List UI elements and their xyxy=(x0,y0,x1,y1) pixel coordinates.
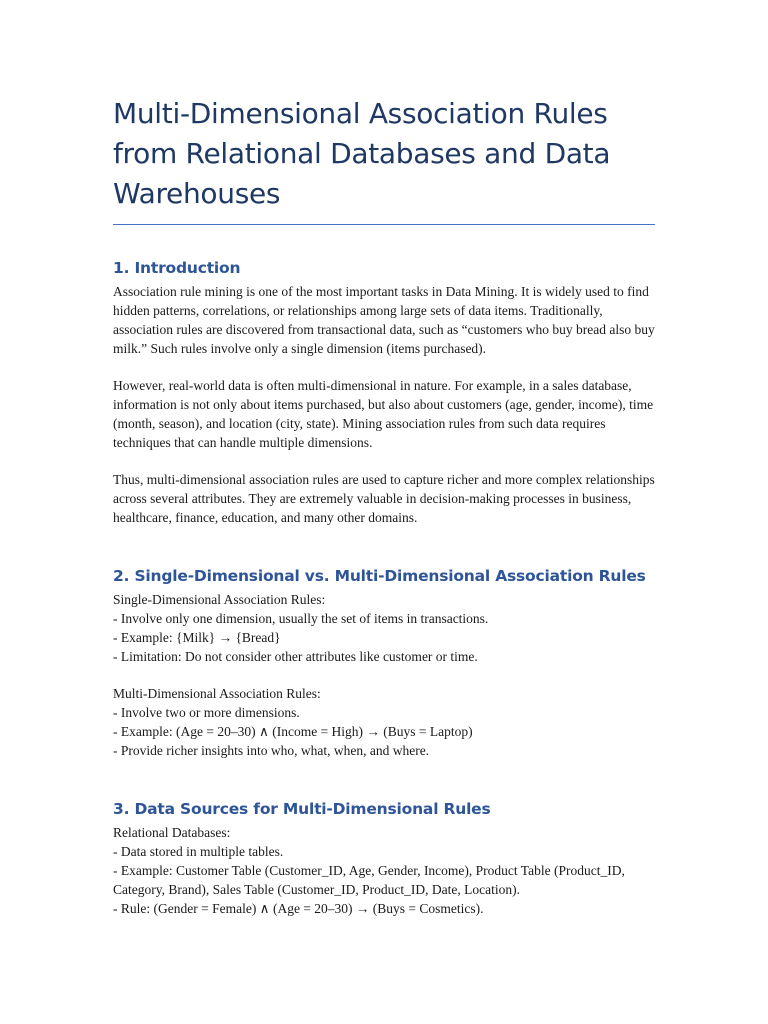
list-item: - Rule: (Gender = Female) ∧ (Age = 20–30) → (Buys = Cosmetics). xyxy=(113,901,484,916)
block-label: Multi-Dimensional Association Rules: xyxy=(113,686,321,701)
introduction-paragraph: Thus, multi-dimensional association rules are used to capture richer and more complex relationships across several attributes. They are extremely valuable in decision-making processes in business, healthcare, finance, education, and many other domains. xyxy=(113,472,655,525)
list-item: - Example: {Milk} → {Bread} xyxy=(113,630,281,645)
list-item: - Example: (Age = 20–30) ∧ (Income = High) → (Buys = Laptop) xyxy=(113,724,473,739)
list-item: - Data stored in multiple tables. xyxy=(113,844,284,859)
block-label: Single-Dimensional Association Rules: xyxy=(113,592,326,607)
block-label: Relational Databases: xyxy=(113,825,231,840)
single-dimensional-block xyxy=(113,590,655,666)
list-item: - Involve two or more dimensions. xyxy=(113,705,300,720)
relational-databases-block xyxy=(113,823,655,918)
multi-dimensional-block xyxy=(113,684,655,760)
document-title: Multi-Dimensional Association Rules from Relational Databases and Data Warehouses xyxy=(113,97,611,210)
document-page xyxy=(113,94,655,918)
list-item: - Provide richer insights into who, what, when, and where. xyxy=(113,743,430,758)
list-item: - Involve only one dimension, usually the set of items in transactions. xyxy=(113,611,489,626)
section-heading-data-sources: 3. Data Sources for Multi-Dimensional Rules xyxy=(113,800,491,818)
section-heading-introduction: 1. Introduction xyxy=(113,259,241,277)
list-item: - Example: Customer Table (Customer_ID, Age, Gender, Income), Product Table (Product_ID, Category, Brand), Sales Table (Customer_ID, Product_ID, Date, Location). xyxy=(113,863,625,897)
list-item: - Limitation: Do not consider other attributes like customer or time. xyxy=(113,649,478,664)
introduction-paragraph: However, real-world data is often multi-dimensional in nature. For example, in a sales database, information is not only about items purchased, but also about customers (age, gender, income), time (month, season), and location (city, state). Mining association rules from such data requires techniques that can handle multiple dimensions. xyxy=(113,378,654,450)
section-heading-single-vs-multi: 2. Single-Dimensional vs. Multi-Dimensional Association Rules xyxy=(113,567,646,585)
introduction-paragraph: Association rule mining is one of the most important tasks in Data Mining. It is widely used to find hidden patterns, correlations, or relationships among large sets of data items. Traditionally, association rules are discovered from transactional data, such as “customers who buy bread also buy milk.” Such rules involve only a single dimension (items purchased). xyxy=(113,284,655,356)
title-underline xyxy=(113,224,655,225)
